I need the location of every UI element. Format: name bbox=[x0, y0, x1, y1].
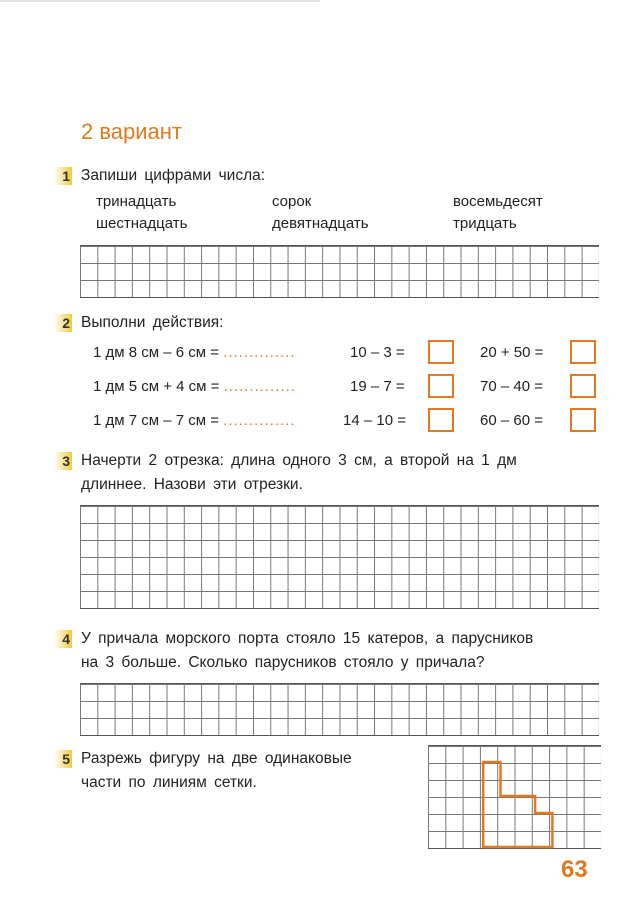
task-text-line: Разрежь фигуру на две одинаковые bbox=[81, 750, 352, 767]
answer-box[interactable] bbox=[428, 408, 454, 432]
number-word: девятнадцать bbox=[272, 215, 369, 232]
arithmetic-expression: 70 – 40 = bbox=[480, 378, 543, 395]
number-word: восемьдесят bbox=[453, 193, 543, 210]
answer-grid[interactable] bbox=[80, 683, 599, 736]
answer-box[interactable] bbox=[428, 340, 454, 364]
answer-box[interactable] bbox=[570, 408, 596, 432]
drawing-grid[interactable] bbox=[80, 505, 599, 609]
number-word: тридцать bbox=[453, 215, 517, 232]
task-text-line: длиннее. Назови эти отрезки. bbox=[81, 476, 303, 493]
arithmetic-expression: 20 + 50 = bbox=[480, 344, 544, 361]
number-word: сорок bbox=[272, 193, 312, 210]
answer-box[interactable] bbox=[570, 374, 596, 398]
answer-box[interactable] bbox=[570, 340, 596, 364]
task-number-badge: 1 bbox=[54, 167, 72, 185]
arithmetic-expression: 60 – 60 = bbox=[480, 412, 543, 429]
length-expression: 1 дм 7 см – 7 см = .............. bbox=[93, 412, 296, 429]
arithmetic-expression: 19 – 7 = bbox=[350, 378, 405, 395]
task-number-badge: 3 bbox=[54, 452, 72, 470]
variant-title: 2 вариант bbox=[81, 119, 183, 144]
task-text-line: части по линиям сетки. bbox=[81, 774, 257, 791]
arithmetic-expression: 14 – 10 = bbox=[343, 412, 406, 429]
task-number-badge: 2 bbox=[54, 314, 72, 332]
page-top-rule bbox=[0, 0, 320, 2]
number-word: тринадцать bbox=[96, 193, 177, 210]
task-number-badge: 4 bbox=[54, 630, 72, 648]
task-text-line: на 3 больше. Сколько парусников стояло у причала? bbox=[81, 654, 485, 671]
figure-outline bbox=[483, 762, 552, 847]
answer-box[interactable] bbox=[428, 374, 454, 398]
number-word: шестнадцать bbox=[96, 215, 188, 232]
l-shaped-figure bbox=[428, 745, 602, 849]
length-expression: 1 дм 8 см – 6 см = .............. bbox=[93, 344, 296, 361]
task-prompt: Запиши цифрами числа: bbox=[81, 167, 266, 184]
page-number: 63 bbox=[561, 856, 588, 883]
task-text-line: Начерти 2 отрезка: длина одного 3 см, а второй на 1 дм bbox=[81, 452, 517, 469]
task-number-badge: 5 bbox=[54, 750, 72, 768]
task-prompt: Выполни действия: bbox=[81, 314, 224, 331]
length-expression: 1 дм 5 см + 4 см = .............. bbox=[93, 378, 296, 395]
task-text-line: У причала морского порта стояло 15 катеров, а парусников bbox=[81, 630, 534, 647]
answer-dots[interactable]: .............. bbox=[223, 344, 296, 361]
answer-dots[interactable]: .............. bbox=[223, 412, 296, 429]
arithmetic-expression: 10 – 3 = bbox=[350, 344, 405, 361]
answer-dots[interactable]: .............. bbox=[223, 378, 296, 395]
answer-grid[interactable] bbox=[80, 245, 599, 298]
